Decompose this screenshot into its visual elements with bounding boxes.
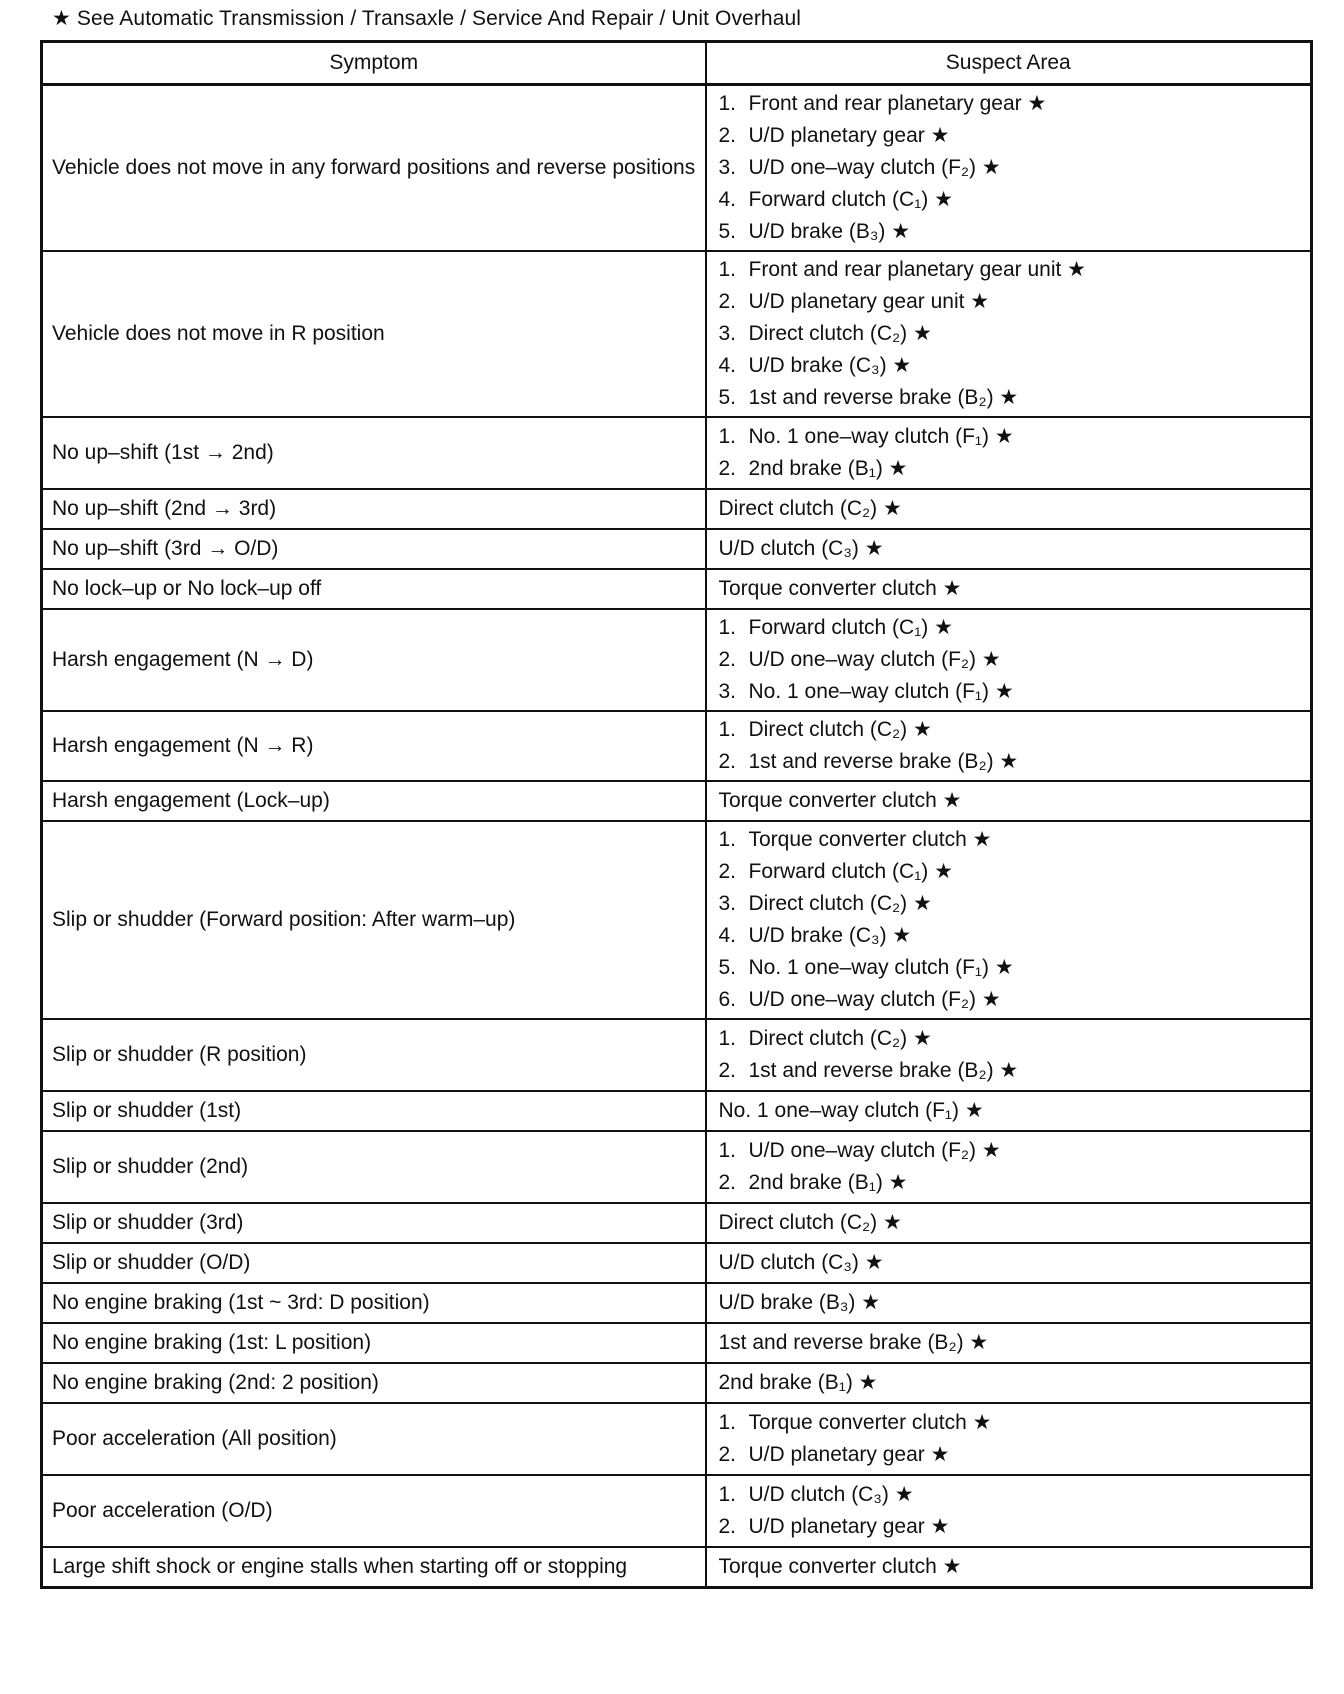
suspect-item: 2nd brake (B₁) ★ (718, 1371, 878, 1394)
symptom-cell: Vehicle does not move in any forward positions and reverse positions (42, 85, 706, 252)
suspect-area-cell (706, 1363, 1312, 1403)
suspect-item: Forward clutch (C₁) ★ (748, 860, 953, 883)
suspect-item: U/D brake (B₃) ★ (748, 220, 911, 243)
symptom-cell: No engine braking (1st: L position) (42, 1323, 706, 1363)
list-number: 1. (718, 718, 737, 741)
suspect-item: Direct clutch (C₂) ★ (748, 718, 932, 741)
suspect-area-cell (706, 1323, 1312, 1363)
suspect-list-item (719, 746, 1303, 778)
symptom-cell: Slip or shudder (R position) (42, 1019, 706, 1091)
suspect-list-item (719, 1023, 1303, 1055)
table-row (42, 711, 1312, 781)
suspect-list-item (719, 984, 1303, 1016)
symptom-cell: No up–shift (3rd → O/D) (42, 529, 706, 569)
symptom-cell: Harsh engagement (N → R) (42, 711, 706, 781)
symptom-column-header: Symptom (42, 42, 706, 85)
table-row (42, 1547, 1312, 1587)
suspect-item: 2nd brake (B₁) ★ (748, 457, 908, 480)
suspect-list-item (719, 1439, 1303, 1471)
list-number: 4. (718, 354, 737, 377)
list-number: 2. (718, 750, 737, 773)
list-number: 1. (718, 616, 737, 639)
symptom-cell: No up–shift (1st → 2nd) (42, 417, 706, 489)
suspect-list-item (719, 184, 1303, 216)
suspect-item: U/D planetary gear ★ (748, 124, 950, 147)
suspect-list (719, 421, 1303, 485)
list-number: 2. (718, 124, 737, 147)
list-number: 2. (718, 860, 737, 883)
table-row (42, 821, 1312, 1019)
suspect-list (719, 1023, 1303, 1087)
list-number: 4. (718, 924, 737, 947)
table-row (42, 1019, 1312, 1091)
symptom-cell: No up–shift (2nd → 3rd) (42, 489, 706, 529)
table-row (42, 1403, 1312, 1475)
list-number: 1. (718, 425, 737, 448)
symptom-cell: Harsh engagement (Lock–up) (42, 781, 706, 821)
suspect-item: U/D brake (B₃) ★ (718, 1291, 881, 1314)
table-row (42, 1283, 1312, 1323)
list-number: 5. (718, 220, 737, 243)
list-number: 5. (718, 386, 737, 409)
table-row (42, 609, 1312, 711)
suspect-item: No. 1 one–way clutch (F₁) ★ (748, 425, 1014, 448)
suspect-list-item (719, 888, 1303, 920)
list-number: 1. (718, 92, 737, 115)
suspect-list-item (719, 1135, 1303, 1167)
suspect-item: U/D one–way clutch (F₂) ★ (748, 156, 1001, 179)
suspect-area-cell (706, 781, 1312, 821)
table-row (42, 85, 1312, 252)
suspect-area-cell (706, 1091, 1312, 1131)
suspect-area-cell (706, 821, 1312, 1019)
suspect-item: U/D one–way clutch (F₂) ★ (748, 648, 1001, 671)
suspect-area-cell (706, 1283, 1312, 1323)
list-number: 2. (718, 1443, 737, 1466)
table-row (42, 489, 1312, 529)
suspect-list-item (719, 88, 1303, 120)
suspect-item: 1st and reverse brake (B₂) ★ (748, 1059, 1019, 1082)
symptom-cell: Slip or shudder (Forward position: After warm–up) (42, 821, 706, 1019)
suspect-item: No. 1 one–way clutch (F₁) ★ (718, 1099, 984, 1122)
table-row (42, 251, 1312, 417)
suspect-list-item (719, 318, 1303, 350)
suspect-list-item (719, 1055, 1303, 1087)
suspect-list-item (719, 612, 1303, 644)
suspect-item: Torque converter clutch ★ (718, 577, 962, 600)
table-row (42, 417, 1312, 489)
troubleshooting-table-container (40, 40, 1310, 1589)
table-row (42, 1203, 1312, 1243)
suspect-item: U/D planetary gear unit ★ (748, 290, 990, 313)
suspect-item: 1st and reverse brake (B₂) ★ (718, 1331, 989, 1354)
suspect-area-cell (706, 1203, 1312, 1243)
suspect-item: 1st and reverse brake (B₂) ★ (748, 750, 1019, 773)
symptom-cell: Slip or shudder (O/D) (42, 1243, 706, 1283)
table-row (42, 1363, 1312, 1403)
table-row (42, 1475, 1312, 1547)
list-number: 3. (718, 322, 737, 345)
suspect-list-item (719, 714, 1303, 746)
table-row (42, 569, 1312, 609)
suspect-item: U/D brake (C₃) ★ (748, 924, 912, 947)
list-number: 1. (718, 1027, 737, 1050)
symptom-cell: No engine braking (1st ~ 3rd: D position) (42, 1283, 706, 1323)
suspect-list-item (719, 382, 1303, 414)
suspect-list (719, 1407, 1303, 1471)
table-row (42, 529, 1312, 569)
list-number: 3. (718, 892, 737, 915)
suspect-list-item (719, 824, 1303, 856)
suspect-area-cell (706, 1475, 1312, 1547)
suspect-area-cell (706, 1403, 1312, 1475)
list-number: 1. (718, 258, 737, 281)
suspect-area-cell (706, 85, 1312, 252)
suspect-list (719, 612, 1303, 708)
list-number: 1. (718, 1139, 737, 1162)
suspect-list (719, 824, 1303, 1016)
suspect-area-cell (706, 569, 1312, 609)
overhaul-reference-note: ★ See Automatic Transmission / Transaxle / Service And Repair / Unit Overhaul (52, 7, 802, 30)
suspect-item: Torque converter clutch ★ (718, 789, 962, 812)
suspect-item: 1st and reverse brake (B₂) ★ (748, 386, 1019, 409)
symptom-cell: Slip or shudder (3rd) (42, 1203, 706, 1243)
suspect-list-item (719, 920, 1303, 952)
suspect-area-cell (706, 417, 1312, 489)
suspect-area-cell (706, 251, 1312, 417)
list-number: 2. (718, 457, 737, 480)
list-number: 2. (718, 1171, 737, 1194)
suspect-item: Forward clutch (C₁) ★ (748, 616, 953, 639)
list-number: 3. (718, 680, 737, 703)
suspect-item: U/D one–way clutch (F₂) ★ (748, 1139, 1001, 1162)
list-number: 4. (718, 188, 737, 211)
suspect-list-item (719, 421, 1303, 453)
suspect-list-item (719, 254, 1303, 286)
table-row (42, 1323, 1312, 1363)
list-number: 6. (718, 988, 737, 1011)
symptom-cell: Large shift shock or engine stalls when starting off or stopping (42, 1547, 706, 1587)
suspect-list-item (719, 856, 1303, 888)
suspect-list-item (719, 350, 1303, 382)
suspect-list-item (719, 453, 1303, 485)
suspect-item: U/D clutch (C₃) ★ (718, 537, 884, 560)
symptom-cell: Harsh engagement (N → D) (42, 609, 706, 711)
suspect-area-column-header: Suspect Area (706, 42, 1312, 85)
suspect-area-cell (706, 489, 1312, 529)
suspect-list (719, 88, 1303, 248)
suspect-list (719, 1479, 1303, 1543)
suspect-item: Direct clutch (C₂) ★ (748, 892, 932, 915)
suspect-area-cell (706, 711, 1312, 781)
suspect-item: 2nd brake (B₁) ★ (748, 1171, 908, 1194)
symptom-cell: No engine braking (2nd: 2 position) (42, 1363, 706, 1403)
list-number: 2. (718, 290, 737, 313)
suspect-list (719, 254, 1303, 414)
suspect-list-item (719, 676, 1303, 708)
list-number: 1. (718, 1483, 737, 1506)
symptom-cell: Poor acceleration (All position) (42, 1403, 706, 1475)
suspect-item: Torque converter clutch ★ (748, 1411, 992, 1434)
suspect-list-item (719, 120, 1303, 152)
suspect-list-item (719, 216, 1303, 248)
suspect-item: Torque converter clutch ★ (748, 828, 992, 851)
symptom-cell: Poor acceleration (O/D) (42, 1475, 706, 1547)
table-row (42, 1131, 1312, 1203)
list-number: 1. (718, 828, 737, 851)
symptom-cell: No lock–up or No lock–up off (42, 569, 706, 609)
suspect-area-cell (706, 609, 1312, 711)
list-number: 2. (718, 1059, 737, 1082)
suspect-area-cell (706, 529, 1312, 569)
suspect-area-cell (706, 1243, 1312, 1283)
suspect-item: U/D planetary gear ★ (748, 1515, 950, 1538)
suspect-item: Direct clutch (C₂) ★ (718, 497, 902, 520)
suspect-item: No. 1 one–way clutch (F₁) ★ (748, 680, 1014, 703)
suspect-item: Direct clutch (C₂) ★ (718, 1211, 902, 1234)
list-number: 5. (718, 956, 737, 979)
suspect-list-item (719, 1479, 1303, 1511)
table-header-row (42, 42, 1312, 85)
suspect-item: No. 1 one–way clutch (F₁) ★ (748, 956, 1014, 979)
list-number: 2. (718, 648, 737, 671)
suspect-list (719, 1135, 1303, 1199)
suspect-item: Direct clutch (C₂) ★ (748, 322, 932, 345)
suspect-area-cell (706, 1547, 1312, 1587)
list-number: 1. (718, 1411, 737, 1434)
table-body (42, 85, 1312, 1588)
suspect-item: Forward clutch (C₁) ★ (748, 188, 953, 211)
suspect-item: U/D one–way clutch (F₂) ★ (748, 988, 1001, 1011)
symptom-cell: Slip or shudder (2nd) (42, 1131, 706, 1203)
list-number: 3. (718, 156, 737, 179)
suspect-item: Torque converter clutch ★ (718, 1554, 962, 1578)
suspect-list-item (719, 952, 1303, 984)
table-row (42, 1091, 1312, 1131)
suspect-item: Front and rear planetary gear ★ (748, 92, 1047, 115)
suspect-item: U/D clutch (C₃) ★ (748, 1483, 914, 1506)
symptom-cell: Slip or shudder (1st) (42, 1091, 706, 1131)
suspect-list-item (719, 286, 1303, 318)
symptom-suspect-table (40, 40, 1313, 1589)
suspect-area-cell (706, 1019, 1312, 1091)
table-row (42, 781, 1312, 821)
suspect-item: Front and rear planetary gear unit ★ (748, 258, 1087, 281)
suspect-list-item (719, 644, 1303, 676)
suspect-item: Direct clutch (C₂) ★ (748, 1027, 932, 1050)
suspect-list (719, 714, 1303, 778)
suspect-list-item (719, 1511, 1303, 1543)
suspect-list-item (719, 1407, 1303, 1439)
table-row (42, 1243, 1312, 1283)
list-number: 2. (718, 1515, 737, 1538)
suspect-item: U/D brake (C₃) ★ (748, 354, 912, 377)
suspect-area-cell (706, 1131, 1312, 1203)
suspect-list-item (719, 152, 1303, 184)
suspect-item: U/D planetary gear ★ (748, 1443, 950, 1466)
symptom-cell: Vehicle does not move in R position (42, 251, 706, 417)
suspect-list-item (719, 1167, 1303, 1199)
suspect-item: U/D clutch (C₃) ★ (718, 1251, 884, 1274)
